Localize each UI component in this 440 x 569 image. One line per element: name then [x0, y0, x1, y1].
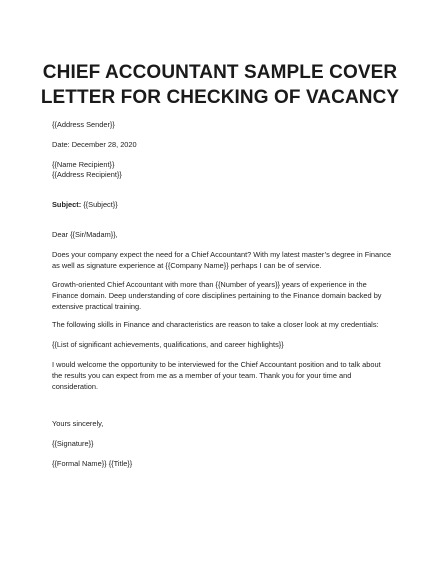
letter-date: Date: December 28, 2020	[52, 140, 137, 149]
paragraph-2-line-3: extensive practical training.	[52, 302, 142, 311]
subject-value: {{Subject}}	[81, 200, 118, 209]
document-title	[40, 60, 400, 110]
paragraph-4-line-2: the results you can expect from me as a member of your team. Thank you for your time and	[52, 371, 352, 380]
formal-name-title: {{Formal Name}} {{Title}}	[52, 459, 133, 468]
paragraph-1-line-1: Does your company expect the need for a Chief Accountant? With my latest master’s degree in Finance	[52, 250, 392, 259]
salutation: Dear {{Sir/Madam}},	[52, 230, 118, 239]
paragraph-2-line-2: Finance domain. Deep understanding of core disciplines pertaining to the Finance domain backed by	[52, 291, 382, 300]
signature-placeholder: {{Signature}}	[52, 439, 94, 448]
paragraph-1-line-2: as well as signature experience at {{Company Name}} perhaps I can be of service.	[52, 261, 322, 270]
paragraph-2-line-1: Growth-oriented Chief Accountant with more than {{Number of years}} years of experience in the	[52, 280, 367, 289]
subject-line	[52, 200, 118, 211]
closing: Yours sincerely,	[52, 419, 104, 428]
name-recipient: {{Name Recipient}}	[52, 160, 115, 169]
title-line-1: CHIEF ACCOUNTANT SAMPLE COVER	[42, 62, 398, 83]
highlights-placeholder: {{List of significant achievements, qualifications, and career highlights}}	[52, 340, 284, 349]
title-line-2: LETTER FOR CHECKING OF VACANCY	[40, 87, 400, 108]
paragraph-3: The following skills in Finance and characteristics are reason to take a closer look at my credentials:	[52, 320, 379, 329]
paragraph-4-line-3: consideration.	[52, 382, 99, 391]
address-recipient: {{Address Recipient}}	[52, 170, 122, 179]
paragraph-4-line-1: I would welcome the opportunity to be interviewed for the Chief Accountant position and to talk about	[52, 360, 381, 369]
subject-label: Subject:	[52, 200, 82, 209]
address-sender: {{Address Sender}}	[52, 120, 115, 129]
